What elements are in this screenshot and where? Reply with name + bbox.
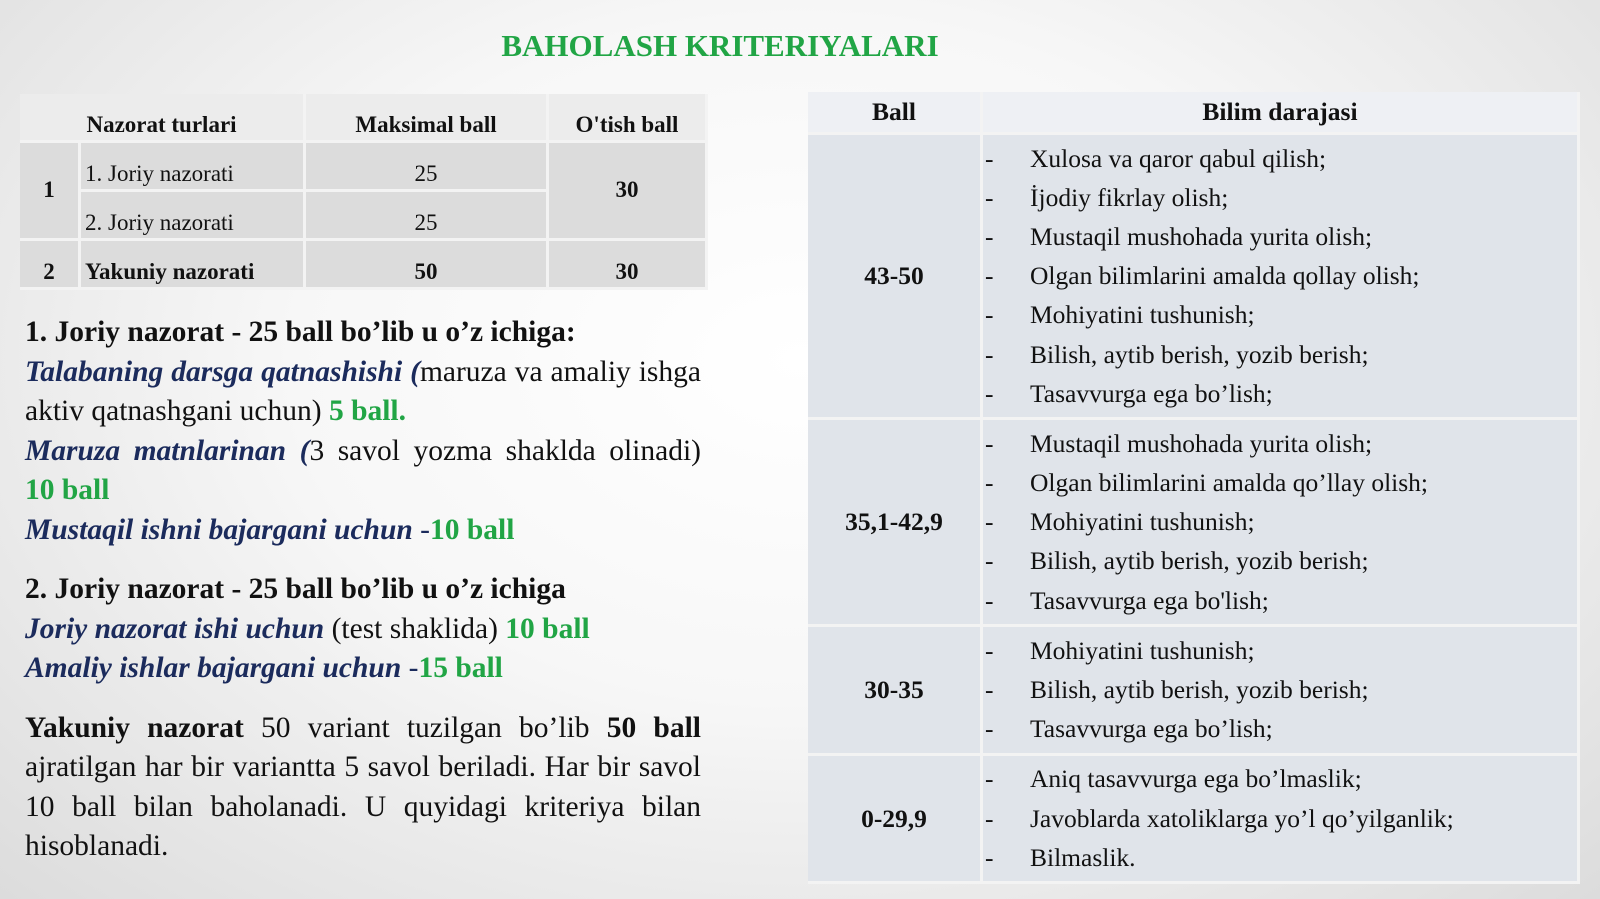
criterion-text: Bilish, aytib berish, yozib berish; [1030, 546, 1369, 576]
section-heading: 1. Joriy nazorat - 25 ball bo’lib u o’z ichiga: [25, 316, 576, 348]
criterion-text: Mohiyatini tushunish; [1030, 507, 1255, 537]
criterion-text: Bilish, aytib berish, yozib berish; [1030, 339, 1369, 369]
criterion-label: Mustaqil ishni bajargani uchun [25, 513, 413, 546]
header-otish-ball: O'tish ball [548, 94, 707, 142]
control-name: 2. Joriy nazorati [80, 191, 305, 240]
list-item [983, 581, 1577, 620]
pass-ball: 30 [548, 142, 707, 240]
control-types-table [20, 94, 708, 290]
header-bilim-darajasi: Bilim darajasi [982, 92, 1579, 134]
criterion-line: Mustaqil ishni bajargani uchun -10 ball [25, 513, 515, 546]
list-item [983, 178, 1577, 217]
criterion-line: Talabaning darsga qatnashishi (maruza va amaliy ishga aktiv qatnashgani uchun) 5 ball. [25, 355, 701, 427]
dash-bullet: - [985, 507, 994, 537]
criterion-text: Aniq tasavvurga ega bo’lmaslik; [1030, 764, 1362, 794]
max-ball: 50 [305, 240, 548, 289]
group-number: 2 [20, 240, 80, 289]
points: 5 ball. [328, 395, 406, 427]
list-item [983, 139, 1577, 178]
criterion-label: Amaliy ishlar bajargani uchun [25, 652, 402, 684]
criterion-label: Talabaning darsga qatnashishi [25, 355, 403, 388]
header-ball: Ball [808, 92, 982, 134]
list-item [983, 257, 1577, 296]
list-item [983, 464, 1577, 503]
group-number: 1 [20, 142, 80, 240]
criterion-label: Maruza matnlarinan [25, 434, 287, 467]
list-item [983, 799, 1577, 838]
dash-bullet: - [985, 585, 994, 615]
dash-bullet: - [985, 714, 994, 744]
dash-bullet: - [985, 546, 994, 576]
dash-bullet: - [985, 428, 994, 458]
list-item [983, 335, 1577, 374]
ball-range: 43-50 [808, 134, 982, 419]
list-item [983, 760, 1577, 799]
criterion-line: Maruza matnlarinan (3 savol yozma shaklda olinadi) 10 ball [25, 434, 701, 506]
list-item [983, 710, 1577, 749]
criterion-text: İjodiy fikrlay olish; [1030, 182, 1229, 212]
criterion-text: Mustaqil mushohada yurita olish; [1030, 221, 1373, 251]
knowledge-level-table [808, 92, 1580, 884]
table-row [20, 240, 707, 289]
points: 10 ball [429, 513, 515, 546]
table-header-row [808, 92, 1579, 134]
criterion-text: Tasavvurga ega bo’lish; [1030, 378, 1273, 408]
control-name: 1. Joriy nazorati [80, 142, 305, 191]
pass-ball: 30 [548, 240, 707, 289]
knowledge-criteria-list [982, 626, 1579, 755]
criterion-text: Xulosa va qaror qabul qilish; [1030, 143, 1327, 173]
points: 10 ball [505, 612, 590, 645]
dash-bullet: - [985, 261, 994, 291]
final-control-paragraph: Yakuniy nazorat 50 variant tuzilgan bo’lib 50 ball ajratilgan har bir variantta 5 savol beriladi. Har bir savol 10 ball bilan baholanadi. U quyidagi kriteriya bilan hisoblanadi. [25, 711, 701, 862]
list-item [983, 838, 1577, 877]
list-item [983, 424, 1577, 463]
ball-range: 30-35 [808, 626, 982, 755]
criterion-line: Joriy nazorat ishi uchun (test shaklida) 10 ball [25, 612, 590, 645]
dash-bullet: - [985, 143, 994, 173]
criterion-text: Javoblarda xatoliklarga yo’l qo’yilganlik; [1030, 803, 1454, 833]
points: 10 ball [25, 474, 110, 506]
control-name: Yakuniy nazorati [80, 240, 305, 289]
dash-bullet: - [985, 842, 994, 872]
table-header-row [20, 94, 707, 142]
dash-bullet: - [985, 764, 994, 794]
description-text [25, 313, 701, 867]
knowledge-criteria-list [982, 754, 1579, 883]
knowledge-criteria-list [982, 134, 1579, 419]
dash-bullet: - [985, 803, 994, 833]
ball-range: 0-29,9 [808, 754, 982, 883]
max-ball: 25 [305, 191, 548, 240]
dash-bullet: - [985, 300, 994, 330]
dash-bullet: - [985, 635, 994, 665]
dash-bullet: - [985, 468, 994, 498]
criterion-text: Bilmaslik. [1030, 842, 1136, 872]
criterion-text: Tasavvurga ega bo’lish; [1030, 714, 1273, 744]
criterion-label: Joriy nazorat ishi uchun [25, 612, 325, 645]
dash-bullet: - [985, 182, 994, 212]
list-item [983, 542, 1577, 581]
criterion-text: Bilish, aytib berish, yozib berish; [1030, 675, 1369, 705]
points: 15 ball [418, 652, 503, 684]
table-row [808, 134, 1579, 419]
table-row [808, 754, 1579, 883]
knowledge-criteria-list [982, 419, 1579, 626]
slide-title: BAHOLASH KRITERIYALARI [501, 28, 939, 63]
header-maksimal-ball: Maksimal ball [305, 94, 548, 142]
list-item [983, 374, 1577, 413]
criterion-text: Mohiyatini tushunish; [1030, 300, 1255, 330]
criterion-text: Olgan bilimlarini amalda qo’llay olish; [1030, 468, 1429, 498]
dash-bullet: - [985, 221, 994, 251]
list-item [983, 217, 1577, 256]
dash-bullet: - [985, 675, 994, 705]
criterion-text: Tasavvurga ega bo'lish; [1030, 585, 1269, 615]
table-row [808, 419, 1579, 626]
dash-bullet: - [985, 378, 994, 408]
header-nazorat-turlari: Nazorat turlari [20, 94, 305, 142]
table-row [20, 142, 707, 191]
ball-range: 35,1-42,9 [808, 419, 982, 626]
criterion-text: Mustaqil mushohada yurita olish; [1030, 428, 1373, 458]
list-item [983, 503, 1577, 542]
list-item [983, 670, 1577, 709]
dash-bullet: - [985, 339, 994, 369]
section-heading: 2. Joriy nazorat - 25 ball bo’lib u o’z ichiga [25, 573, 566, 605]
criterion-line: Amaliy ishlar bajargani uchun -15 ball [25, 652, 503, 684]
table-row [808, 626, 1579, 755]
list-item [983, 296, 1577, 335]
criterion-text: Olgan bilimlarini amalda qollay olish; [1030, 261, 1420, 291]
criterion-text: Mohiyatini tushunish; [1030, 635, 1255, 665]
list-item [983, 631, 1577, 670]
max-ball: 25 [305, 142, 548, 191]
